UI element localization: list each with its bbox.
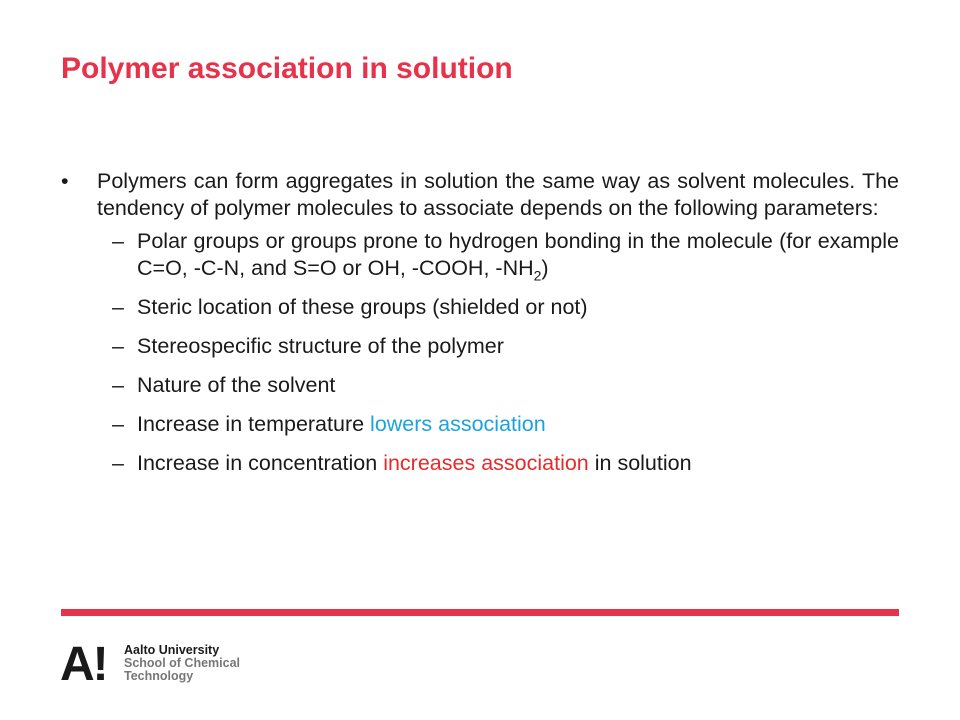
- slide-title: Polymer association in solution: [61, 52, 513, 85]
- sub-item-concentration: [61, 450, 899, 477]
- bullet-text: Polymers can form aggregates in solution the same way as solvent molecules. The tendency of polymer molecules to associate depends on the following parameters:: [97, 169, 899, 220]
- slide-content: [61, 168, 899, 477]
- dash-marker: –: [112, 295, 124, 319]
- logo-line-technology: Technology: [124, 669, 194, 683]
- sub-item-text: Increase in concentration: [137, 451, 384, 475]
- highlight-lowers-association: lowers association: [370, 412, 546, 436]
- dash-marker: –: [112, 451, 124, 475]
- sub-item-text: Increase in temperature: [137, 412, 371, 436]
- sub-item-text: Steric location of these groups (shielded or not): [137, 295, 588, 319]
- sub-item-text-after: in solution: [588, 451, 692, 475]
- sub-item-stereospecific: [61, 333, 899, 360]
- highlight-increases-association: increases association: [383, 451, 589, 475]
- dash-marker: –: [112, 229, 124, 253]
- aalto-logo: [60, 638, 240, 691]
- sub-item-solvent: [61, 372, 899, 399]
- bullet-item: [61, 168, 899, 222]
- sub-item-polar-groups: [61, 228, 899, 282]
- logo-text: [124, 644, 240, 683]
- logo-line-school: School of Chemical: [124, 656, 240, 670]
- dash-marker: –: [112, 412, 124, 436]
- dash-marker: –: [112, 373, 124, 397]
- sub-item-temperature: [61, 411, 899, 438]
- aalto-logo-mark: A!: [60, 638, 107, 691]
- sub-item-steric: [61, 294, 899, 321]
- subscript: 2: [533, 267, 542, 284]
- dash-marker: –: [112, 334, 124, 358]
- sub-item-text: Nature of the solvent: [137, 373, 336, 397]
- footer-rule: [61, 609, 899, 616]
- logo-line-university: Aalto University: [124, 643, 220, 657]
- sub-item-text: Polar groups or groups prone to hydrogen bonding in the molecule (for example C=O, -C-N, and S=O or OH, -COOH, -NH: [137, 229, 899, 280]
- sub-item-text: Stereospecific structure of the polymer: [137, 334, 504, 358]
- sub-item-text-after: ): [541, 256, 549, 280]
- bullet-marker: •: [61, 169, 69, 193]
